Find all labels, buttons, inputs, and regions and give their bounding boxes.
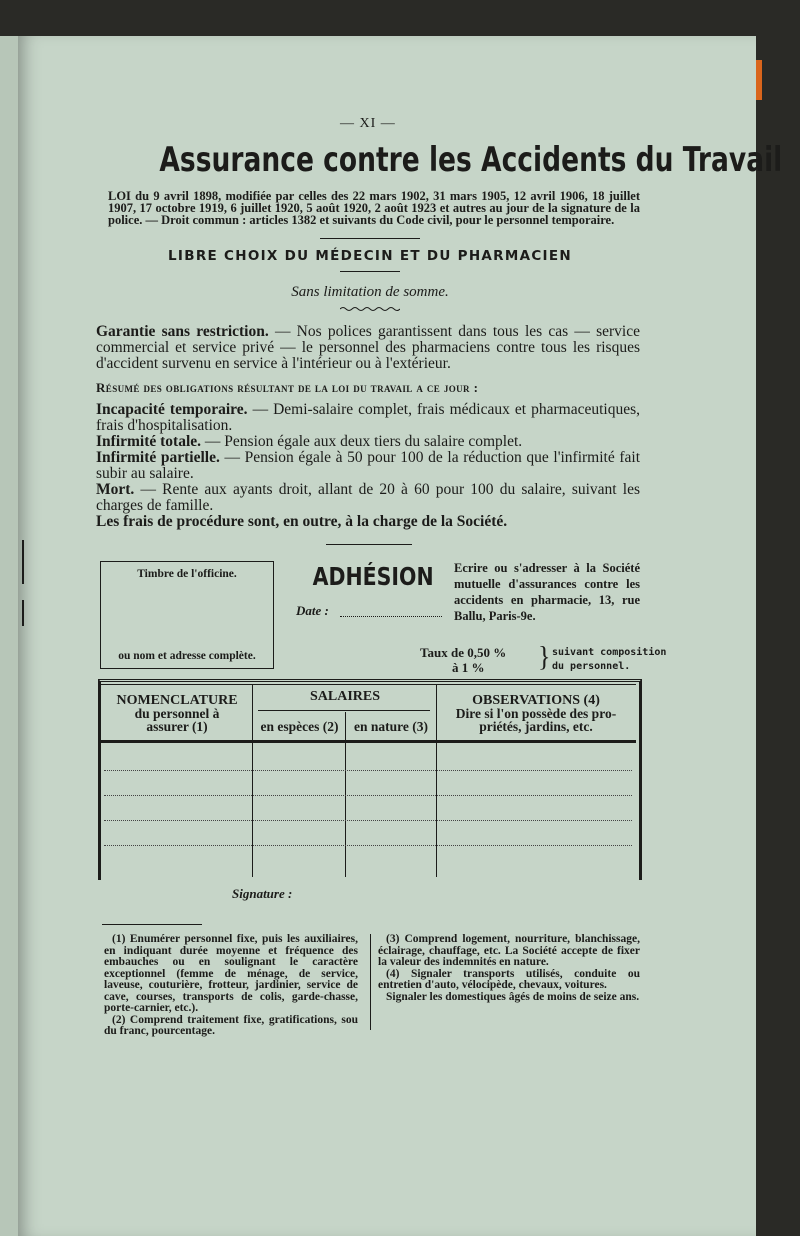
footnote-divider [370, 934, 371, 1030]
footnote: Signaler les domestiques âgés de moins de seize ans. [386, 990, 640, 1003]
header-line: NOMENCLATURE [116, 693, 238, 708]
col-nature-header: en nature (3) [354, 719, 428, 734]
margin-mark [22, 600, 24, 626]
contact-address: Ecrire ou s'adresser à la Société mutuelle d'assurances contre les accidents en pharmacie, 13, rue Ballu, Paris-9e. [454, 561, 640, 623]
col-observations-header [438, 694, 634, 733]
footnote: (1) Enumérer personnel fixe, puis les auxiliaires, en indiquant durée moyenne et fréquence des embauches ou en soulignant le caractère exceptionnel (femme de ménage, de service, laveuse, couturière, frotteur, jardinier, service de cave, courses, transports de colis, garde-chasse, porte-carnier, etc.). [104, 933, 358, 1014]
garantie-lead: Garantie sans restriction. [96, 323, 269, 340]
header-line: assurer (1) [146, 719, 208, 734]
divider [340, 271, 400, 272]
stamp-box-address-label: ou nom et adresse complète. [118, 650, 256, 662]
obligation-text: — Pension égale aux deux tiers du salaire complet. [201, 433, 523, 450]
table-row[interactable] [104, 795, 632, 796]
obligation-item [96, 482, 640, 514]
obligation-text: — Pension égale à 50 pour 100 de la réduction que l'infirmité fait subir au salaire. [96, 449, 640, 482]
date-field[interactable] [340, 616, 442, 617]
obligation-lead: Incapacité temporaire. [96, 401, 248, 418]
resume-heading: Résumé des obligations résultant de la loi du travail a ce jour : [96, 380, 479, 395]
header-line: Dire si l'on possède des pro- [455, 706, 617, 721]
table-rule [258, 710, 430, 711]
sans-limitation: Sans limitation de somme. [291, 284, 449, 300]
obligation-item [96, 434, 640, 450]
footnote: (2) Comprend traitement fixe, gratifications, sou du franc, pourcentage. [104, 1013, 358, 1037]
obligation-lead: Infirmité totale. [96, 433, 202, 450]
page-title: Assurance contre les Accidents du Travail [159, 140, 783, 180]
garantie-text: — Nos polices garantissent dans tous les cas — service commercial et service privé — le personnel des pharmaciens contre tous les risques d'accident survenu en service à l'intérieur ou à l'extérieur. [96, 323, 640, 372]
wavy-ornament [340, 306, 400, 312]
margin-mark [22, 540, 24, 584]
page-binding [0, 36, 18, 1236]
rate-line: Taux de 0,50 % [420, 645, 507, 660]
obligation-text: — Demi-salaire complet, frais médicaux et pharmaceutiques, frais d'hospitalisation. [96, 401, 640, 434]
rate-note-line: du personnel. [552, 661, 631, 672]
rate-info [420, 645, 506, 675]
footnotes-right [378, 934, 640, 1003]
signature-label: Signature : [232, 886, 293, 901]
table-rule [100, 740, 636, 743]
obligation-item [96, 402, 640, 434]
table-rule [100, 684, 636, 685]
rate-note [552, 646, 666, 674]
obligation-text: — Rente aux ayants droit, allant de 20 à 60 pour 100 du salaire, suivant les charges de famille. [96, 481, 640, 514]
law-text: LOI du 9 avril 1898, modifiée par celles des 22 mars 1902, 31 mars 1905, 12 avril 1906, 18 juillet 1907, 17 octobre 1919, 6 juillet 1920, 5 août 1920, 2 août 1923 et autres au jour de la signature de la police. — Droit commun : articles 1382 et suivants du Code civil, pour le personnel temporaire. [108, 189, 640, 227]
col-especes-header: en espèces (2) [260, 719, 339, 734]
table-row[interactable] [104, 845, 632, 846]
date-label: Date : [296, 603, 329, 618]
table-rule [252, 684, 253, 877]
divider [320, 238, 420, 239]
table-rule [436, 684, 437, 877]
footnote-rule [102, 924, 202, 925]
garantie-paragraph [96, 324, 640, 372]
rate-note-line: suivant composition [552, 647, 667, 658]
obligations-section [96, 324, 640, 530]
col-salaires-header: SALAIRES [309, 689, 381, 704]
table-row[interactable] [104, 770, 632, 771]
obligation-item [96, 450, 640, 482]
frais-statement: Les frais de procédure sont, en outre, à la charge de la Société. [96, 513, 508, 530]
table-row[interactable] [104, 820, 632, 821]
libre-choix-heading: LIBRE CHOIX DU MÉDECIN ET DU PHARMACIEN [168, 248, 572, 264]
col-nomenclature-header [102, 694, 252, 733]
page-number: — XI — [340, 116, 396, 131]
brace-icon: } [538, 640, 551, 673]
footnote: (3) Comprend logement, nourriture, blanchissage, éclairage, chauffage, etc. La Société accepte de fixer la valeur des indemnités en nature. [378, 933, 640, 968]
adhesion-heading: ADHÉSION [312, 562, 434, 591]
divider [326, 544, 412, 545]
header-line: du personnel à [134, 706, 220, 721]
stamp-box-label: Timbre de l'officine. [137, 568, 237, 580]
footnote: (4) Signaler transports utilisés, conduite ou entretien d'auto, vélocipède, chevaux, voitures. [378, 967, 640, 991]
obligation-lead: Mort. [96, 481, 135, 498]
page-edge-tab [756, 60, 762, 100]
rate-line: à 1 % [452, 660, 485, 675]
header-line: OBSERVATIONS (4) [472, 693, 600, 708]
stamp-box[interactable] [100, 561, 274, 669]
obligation-lead: Infirmité partielle. [96, 449, 220, 466]
footnotes-left [104, 934, 358, 1038]
header-line: priétés, jardins, etc. [479, 719, 593, 734]
